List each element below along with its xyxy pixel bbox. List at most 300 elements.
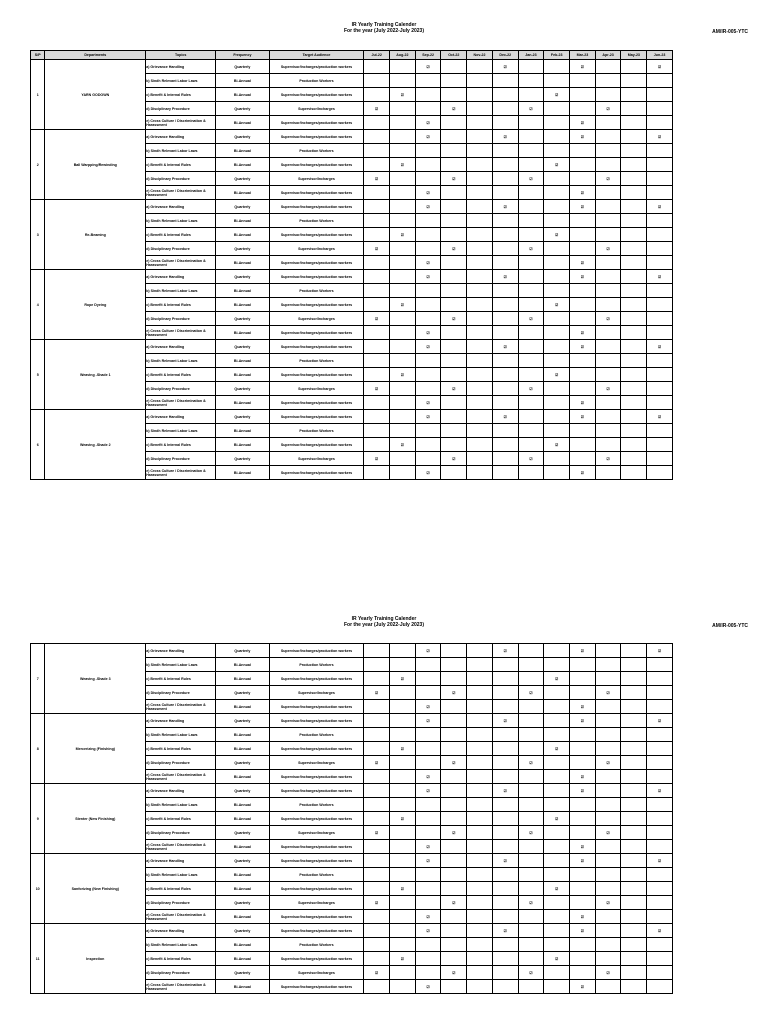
month-cell	[544, 826, 570, 840]
month-cell	[647, 116, 673, 130]
topic-cell: a) Grievance Handling	[146, 644, 216, 658]
checkbox-checked-icon: ☑	[570, 340, 596, 354]
table-row	[31, 410, 673, 424]
department-name: YARN GODOWN	[45, 60, 146, 130]
month-cell	[518, 770, 544, 784]
month-cell	[364, 130, 390, 144]
audience-cell: Supervisor/Incharges	[269, 826, 364, 840]
month-cell	[518, 130, 544, 144]
month-cell	[621, 924, 647, 938]
audience-cell: Supervisor/Incharges/production workers	[269, 784, 364, 798]
topic-cell: b) Sindh Relevant Labor Laws	[146, 938, 216, 952]
month-cell	[544, 868, 570, 882]
audience-cell: Production Workers	[269, 658, 364, 672]
month-cell	[647, 826, 673, 840]
frequency-cell: Bi-Annual	[216, 186, 270, 200]
month-cell	[467, 312, 493, 326]
checkbox-checked-icon: ☑	[415, 200, 441, 214]
frequency-cell: Bi-Annual	[216, 256, 270, 270]
serial-number: 1	[31, 60, 45, 130]
month-cell	[364, 924, 390, 938]
month-cell	[595, 868, 621, 882]
month-cell	[415, 172, 441, 186]
month-cell	[647, 228, 673, 242]
month-cell	[364, 60, 390, 74]
month-cell	[518, 980, 544, 994]
month-cell	[364, 116, 390, 130]
month-cell	[621, 424, 647, 438]
frequency-cell: Quarterly	[216, 714, 270, 728]
checkbox-checked-icon: ☑	[441, 312, 467, 326]
month-cell	[415, 686, 441, 700]
serial-number: 8	[31, 714, 45, 784]
audience-cell: Supervisor/Incharges/production workers	[269, 60, 364, 74]
column-header: Sep-22	[415, 51, 441, 60]
frequency-cell: Bi-Annual	[216, 770, 270, 784]
department-name: Stenter (New Finishing)	[45, 784, 146, 854]
month-cell	[441, 200, 467, 214]
month-cell	[364, 158, 390, 172]
frequency-cell: Bi-Annual	[216, 798, 270, 812]
month-cell	[390, 102, 416, 116]
serial-number: 7	[31, 644, 45, 714]
month-cell	[518, 438, 544, 452]
month-cell	[570, 868, 596, 882]
checkbox-checked-icon: ☑	[364, 756, 390, 770]
month-cell	[595, 882, 621, 896]
month-cell	[441, 924, 467, 938]
checkbox-checked-icon: ☑	[647, 60, 673, 74]
month-cell	[390, 966, 416, 980]
month-cell	[544, 270, 570, 284]
month-cell	[441, 980, 467, 994]
month-cell	[492, 256, 518, 270]
month-cell	[647, 812, 673, 826]
month-cell	[647, 102, 673, 116]
month-cell	[595, 840, 621, 854]
month-cell	[441, 438, 467, 452]
month-cell	[518, 840, 544, 854]
month-cell	[467, 952, 493, 966]
audience-cell: Supervisor/Incharges/production workers	[269, 812, 364, 826]
month-cell	[595, 438, 621, 452]
month-cell	[441, 410, 467, 424]
checkbox-checked-icon: ☑	[518, 102, 544, 116]
month-cell	[570, 102, 596, 116]
month-cell	[390, 714, 416, 728]
column-header: Feb-23	[544, 51, 570, 60]
month-cell	[441, 284, 467, 298]
month-cell	[518, 200, 544, 214]
topic-cell: a) Grievance Handling	[146, 784, 216, 798]
checkbox-checked-icon: ☑	[518, 756, 544, 770]
month-cell	[595, 158, 621, 172]
month-cell	[441, 354, 467, 368]
topic-cell: b) Sindh Relevant Labor Laws	[146, 658, 216, 672]
checkbox-checked-icon: ☑	[570, 854, 596, 868]
month-cell	[518, 74, 544, 88]
month-cell	[441, 298, 467, 312]
checkbox-checked-icon: ☑	[492, 644, 518, 658]
month-cell	[364, 368, 390, 382]
audience-cell: Supervisor/Incharges	[269, 102, 364, 116]
month-cell	[518, 700, 544, 714]
month-cell	[390, 270, 416, 284]
topic-cell: c) Benefit & Internal Rules	[146, 672, 216, 686]
month-cell	[492, 326, 518, 340]
table-row	[31, 340, 673, 354]
month-cell	[390, 256, 416, 270]
month-cell	[390, 980, 416, 994]
month-cell	[441, 784, 467, 798]
checkbox-checked-icon: ☑	[518, 242, 544, 256]
checkbox-checked-icon: ☑	[544, 882, 570, 896]
month-cell	[364, 466, 390, 480]
month-cell	[467, 242, 493, 256]
checkbox-checked-icon: ☑	[544, 812, 570, 826]
month-cell	[647, 686, 673, 700]
month-cell	[518, 910, 544, 924]
month-cell	[647, 74, 673, 88]
month-cell	[415, 452, 441, 466]
checkbox-checked-icon: ☑	[441, 102, 467, 116]
month-cell	[518, 144, 544, 158]
checkbox-checked-icon: ☑	[647, 130, 673, 144]
month-cell	[364, 644, 390, 658]
month-cell	[621, 172, 647, 186]
checkbox-checked-icon: ☑	[647, 784, 673, 798]
checkbox-checked-icon: ☑	[570, 770, 596, 784]
month-cell	[364, 798, 390, 812]
frequency-cell: Bi-Annual	[216, 116, 270, 130]
month-cell	[544, 354, 570, 368]
month-cell	[595, 854, 621, 868]
month-cell	[441, 186, 467, 200]
frequency-cell: Bi-Annual	[216, 144, 270, 158]
month-cell	[364, 256, 390, 270]
checkbox-checked-icon: ☑	[390, 882, 416, 896]
month-cell	[415, 144, 441, 158]
month-cell	[518, 784, 544, 798]
topic-cell: a) Grievance Handling	[146, 714, 216, 728]
topic-cell: e) Cross Culture / Discrimination & Harassment	[146, 840, 216, 854]
checkbox-checked-icon: ☑	[415, 700, 441, 714]
month-cell	[467, 424, 493, 438]
month-cell	[467, 284, 493, 298]
checkbox-checked-icon: ☑	[570, 910, 596, 924]
frequency-cell: Quarterly	[216, 340, 270, 354]
checkbox-checked-icon: ☑	[544, 952, 570, 966]
checkbox-checked-icon: ☑	[415, 854, 441, 868]
month-cell	[647, 658, 673, 672]
month-cell	[570, 686, 596, 700]
month-cell	[570, 952, 596, 966]
month-cell	[595, 672, 621, 686]
frequency-cell: Bi-Annual	[216, 952, 270, 966]
topic-cell: c) Benefit & Internal Rules	[146, 812, 216, 826]
month-cell	[441, 368, 467, 382]
checkbox-checked-icon: ☑	[415, 60, 441, 74]
doc-title: IR Yearly Training Calender	[351, 616, 417, 622]
month-cell	[492, 980, 518, 994]
month-cell	[492, 728, 518, 742]
month-cell	[595, 924, 621, 938]
month-cell	[467, 130, 493, 144]
checkbox-checked-icon: ☑	[415, 924, 441, 938]
table-row	[31, 200, 673, 214]
checkbox-checked-icon: ☑	[570, 60, 596, 74]
month-cell	[621, 312, 647, 326]
frequency-cell: Bi-Annual	[216, 424, 270, 438]
month-cell	[364, 980, 390, 994]
month-cell	[647, 798, 673, 812]
month-cell	[518, 882, 544, 896]
topic-cell: e) Cross Culture / Discrimination & Harassment	[146, 256, 216, 270]
month-cell	[595, 910, 621, 924]
audience-cell: Supervisor/Incharges	[269, 896, 364, 910]
checkbox-checked-icon: ☑	[647, 644, 673, 658]
month-cell	[467, 658, 493, 672]
month-cell	[364, 742, 390, 756]
month-cell	[492, 284, 518, 298]
topic-cell: b) Sindh Relevant Labor Laws	[146, 214, 216, 228]
checkbox-checked-icon: ☑	[415, 396, 441, 410]
department-name: Re-Beaming	[45, 200, 146, 270]
checkbox-checked-icon: ☑	[544, 158, 570, 172]
month-cell	[415, 938, 441, 952]
checkbox-checked-icon: ☑	[595, 756, 621, 770]
month-cell	[647, 382, 673, 396]
month-cell	[647, 700, 673, 714]
month-cell	[467, 326, 493, 340]
month-cell	[518, 116, 544, 130]
frequency-cell: Quarterly	[216, 896, 270, 910]
audience-cell: Supervisor/Incharges/production workers	[269, 672, 364, 686]
month-cell	[570, 826, 596, 840]
month-cell	[492, 840, 518, 854]
month-cell	[390, 326, 416, 340]
month-cell	[647, 186, 673, 200]
frequency-cell: Quarterly	[216, 172, 270, 186]
checkbox-checked-icon: ☑	[544, 88, 570, 102]
month-cell	[544, 214, 570, 228]
month-cell	[570, 452, 596, 466]
month-cell	[621, 74, 647, 88]
month-cell	[467, 854, 493, 868]
month-cell	[544, 658, 570, 672]
frequency-cell: Bi-Annual	[216, 938, 270, 952]
month-cell	[544, 382, 570, 396]
month-cell	[467, 826, 493, 840]
topic-cell: c) Benefit & Internal Rules	[146, 952, 216, 966]
topic-cell: c) Benefit & Internal Rules	[146, 438, 216, 452]
month-cell	[518, 798, 544, 812]
topic-cell: e) Cross Culture / Discrimination & Harassment	[146, 980, 216, 994]
month-cell	[595, 466, 621, 480]
month-cell	[544, 130, 570, 144]
month-cell	[492, 742, 518, 756]
audience-cell: Supervisor/Incharges/production workers	[269, 200, 364, 214]
month-cell	[544, 756, 570, 770]
month-cell	[390, 924, 416, 938]
checkbox-checked-icon: ☑	[544, 368, 570, 382]
month-cell	[390, 938, 416, 952]
month-cell	[390, 130, 416, 144]
month-cell	[570, 144, 596, 158]
month-cell	[518, 256, 544, 270]
month-cell	[595, 658, 621, 672]
checkbox-checked-icon: ☑	[390, 812, 416, 826]
month-cell	[621, 952, 647, 966]
training-table-2	[30, 643, 673, 994]
month-cell	[595, 952, 621, 966]
month-cell	[364, 882, 390, 896]
checkbox-checked-icon: ☑	[570, 840, 596, 854]
month-cell	[518, 88, 544, 102]
column-header: Dec-22	[492, 51, 518, 60]
doc-subtitle: For the year (July 2022-July 2023)	[343, 28, 425, 34]
frequency-cell: Quarterly	[216, 242, 270, 256]
checkbox-checked-icon: ☑	[415, 770, 441, 784]
month-cell	[595, 298, 621, 312]
month-cell	[621, 784, 647, 798]
month-cell	[544, 924, 570, 938]
month-cell	[364, 938, 390, 952]
frequency-cell: Bi-Annual	[216, 700, 270, 714]
training-table-1	[30, 50, 673, 480]
month-cell	[518, 868, 544, 882]
month-cell	[544, 966, 570, 980]
topic-cell: a) Grievance Handling	[146, 270, 216, 284]
month-cell	[441, 798, 467, 812]
frequency-cell: Quarterly	[216, 966, 270, 980]
month-cell	[467, 672, 493, 686]
month-cell	[621, 438, 647, 452]
column-header: Aug-22	[390, 51, 416, 60]
doc-code: AM/IR-005-YTC	[712, 623, 748, 629]
checkbox-checked-icon: ☑	[595, 686, 621, 700]
month-cell	[647, 938, 673, 952]
month-cell	[595, 700, 621, 714]
month-cell	[441, 424, 467, 438]
month-cell	[570, 88, 596, 102]
month-cell	[647, 742, 673, 756]
topic-cell: a) Grievance Handling	[146, 340, 216, 354]
month-cell	[647, 326, 673, 340]
month-cell	[390, 700, 416, 714]
month-cell	[441, 658, 467, 672]
checkbox-checked-icon: ☑	[595, 452, 621, 466]
month-cell	[647, 424, 673, 438]
checkbox-checked-icon: ☑	[544, 228, 570, 242]
month-cell	[467, 298, 493, 312]
month-cell	[518, 466, 544, 480]
month-cell	[441, 742, 467, 756]
checkbox-checked-icon: ☑	[595, 826, 621, 840]
month-cell	[364, 326, 390, 340]
audience-cell: Supervisor/Incharges/production workers	[269, 326, 364, 340]
checkbox-checked-icon: ☑	[518, 826, 544, 840]
frequency-cell: Bi-Annual	[216, 672, 270, 686]
month-cell	[390, 452, 416, 466]
month-cell	[467, 882, 493, 896]
frequency-cell: Quarterly	[216, 452, 270, 466]
month-cell	[595, 728, 621, 742]
month-cell	[492, 826, 518, 840]
audience-cell: Supervisor/Incharges	[269, 172, 364, 186]
month-cell	[364, 438, 390, 452]
month-cell	[415, 228, 441, 242]
checkbox-checked-icon: ☑	[390, 88, 416, 102]
month-cell	[390, 382, 416, 396]
checkbox-checked-icon: ☑	[390, 368, 416, 382]
audience-cell: Supervisor/Incharges	[269, 686, 364, 700]
month-cell	[544, 896, 570, 910]
month-cell	[621, 144, 647, 158]
checkbox-checked-icon: ☑	[492, 60, 518, 74]
frequency-cell: Quarterly	[216, 686, 270, 700]
audience-cell: Production Workers	[269, 354, 364, 368]
frequency-cell: Bi-Annual	[216, 882, 270, 896]
topic-cell: d) Disciplinary Procedure	[146, 382, 216, 396]
audience-cell: Production Workers	[269, 74, 364, 88]
frequency-cell: Quarterly	[216, 270, 270, 284]
table-row	[31, 714, 673, 728]
month-cell	[621, 672, 647, 686]
month-cell	[390, 868, 416, 882]
month-cell	[647, 896, 673, 910]
month-cell	[544, 700, 570, 714]
month-cell	[518, 326, 544, 340]
month-cell	[647, 172, 673, 186]
topic-cell: b) Sindh Relevant Labor Laws	[146, 868, 216, 882]
month-cell	[570, 658, 596, 672]
topic-cell: b) Sindh Relevant Labor Laws	[146, 144, 216, 158]
frequency-cell: Bi-Annual	[216, 466, 270, 480]
department-name: Mercerizing (Finishing)	[45, 714, 146, 784]
audience-cell: Supervisor/Incharges/production workers	[269, 770, 364, 784]
checkbox-checked-icon: ☑	[415, 980, 441, 994]
month-cell	[492, 952, 518, 966]
month-cell	[467, 60, 493, 74]
month-cell	[492, 770, 518, 784]
frequency-cell: Quarterly	[216, 784, 270, 798]
department-name: Inspection	[45, 924, 146, 994]
topic-cell: c) Benefit & Internal Rules	[146, 88, 216, 102]
doc-title: IR Yearly Training Calender	[351, 22, 417, 28]
month-cell	[390, 826, 416, 840]
month-cell	[621, 228, 647, 242]
month-cell	[364, 200, 390, 214]
serial-number: 3	[31, 200, 45, 270]
month-cell	[467, 382, 493, 396]
serial-number: 5	[31, 340, 45, 410]
frequency-cell: Bi-Annual	[216, 326, 270, 340]
month-cell	[441, 158, 467, 172]
month-cell	[364, 700, 390, 714]
checkbox-checked-icon: ☑	[441, 242, 467, 256]
month-cell	[544, 452, 570, 466]
checkbox-checked-icon: ☑	[492, 854, 518, 868]
month-cell	[518, 938, 544, 952]
month-cell	[467, 438, 493, 452]
month-cell	[390, 728, 416, 742]
month-cell	[415, 756, 441, 770]
checkbox-checked-icon: ☑	[570, 924, 596, 938]
topic-cell: e) Cross Culture / Discrimination & Harassment	[146, 326, 216, 340]
month-cell	[467, 756, 493, 770]
month-cell	[621, 868, 647, 882]
